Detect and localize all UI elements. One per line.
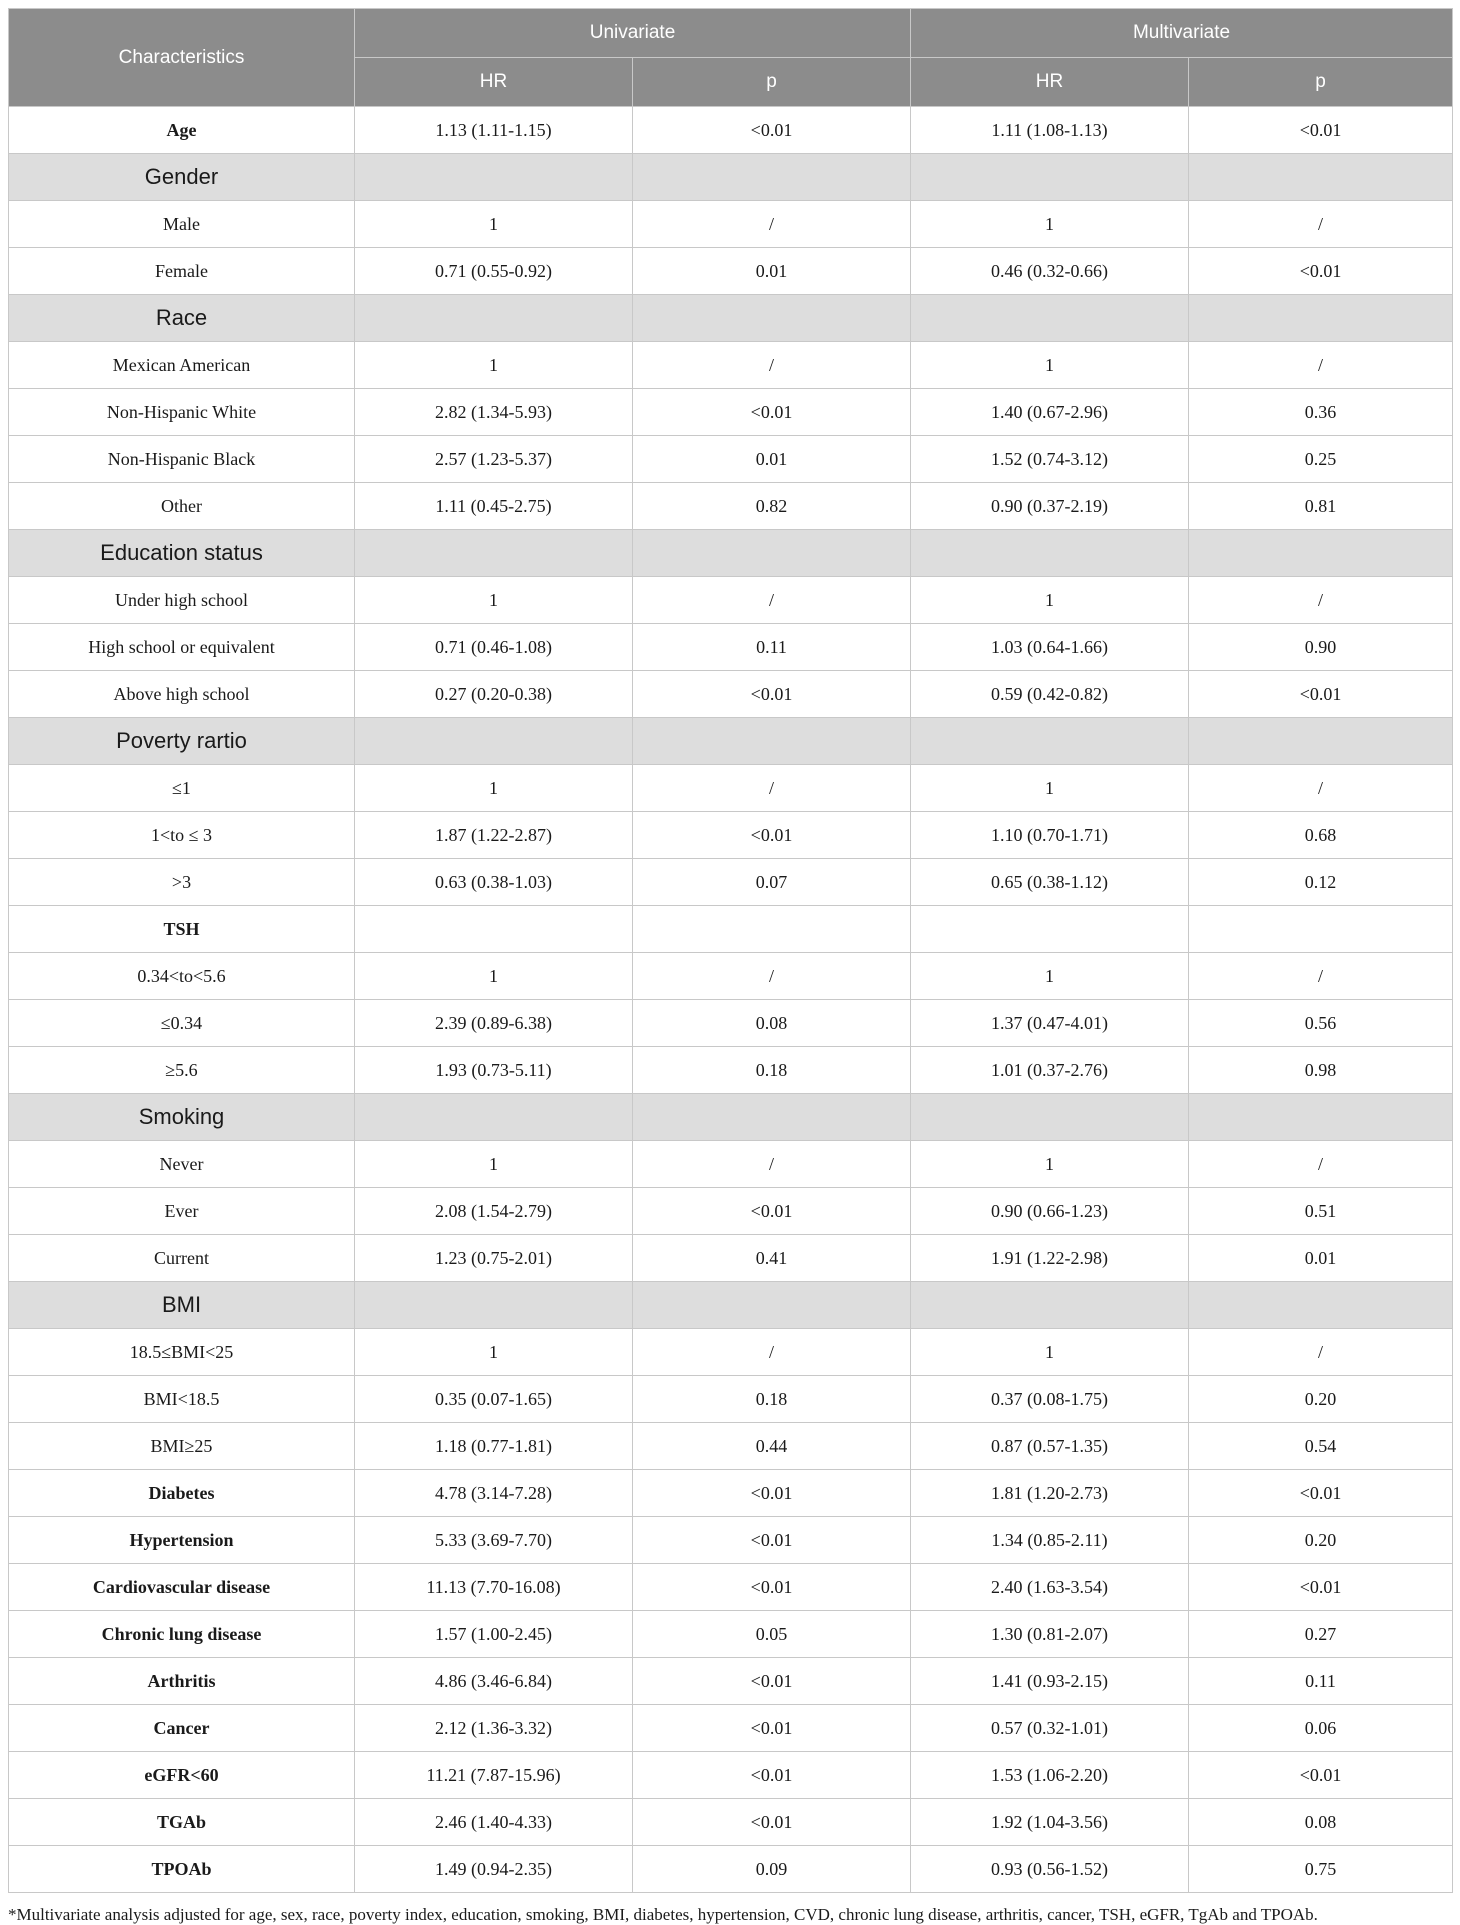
multivariate-p-cell: <0.01	[1189, 107, 1453, 154]
univariate-p-cell: <0.01	[633, 1188, 911, 1235]
multivariate-p-cell: 0.54	[1189, 1423, 1453, 1470]
row-label: eGFR<60	[9, 1752, 355, 1799]
univariate-hr-cell: 0.27 (0.20-0.38)	[355, 671, 633, 718]
row-label: Race	[9, 295, 355, 342]
univariate-p-cell: <0.01	[633, 107, 911, 154]
univariate-p-cell	[633, 1282, 911, 1329]
header-multivariate-hr: HR	[911, 58, 1189, 107]
multivariate-hr-cell: 1	[911, 1141, 1189, 1188]
multivariate-hr-cell: 1.03 (0.64-1.66)	[911, 624, 1189, 671]
multivariate-hr-cell: 2.40 (1.63-3.54)	[911, 1564, 1189, 1611]
univariate-p-cell: <0.01	[633, 812, 911, 859]
univariate-p-cell: 0.11	[633, 624, 911, 671]
univariate-hr-cell	[355, 1282, 633, 1329]
multivariate-hr-cell: 1.11 (1.08-1.13)	[911, 107, 1189, 154]
univariate-hr-cell: 1.11 (0.45-2.75)	[355, 483, 633, 530]
multivariate-p-cell: /	[1189, 765, 1453, 812]
multivariate-p-cell: 0.90	[1189, 624, 1453, 671]
row-label: Hypertension	[9, 1517, 355, 1564]
univariate-hr-cell: 1	[355, 1329, 633, 1376]
header-univariate: Univariate	[355, 9, 911, 58]
multivariate-hr-cell: 0.93 (0.56-1.52)	[911, 1846, 1189, 1893]
table-row	[9, 1329, 1453, 1376]
table-row	[9, 1141, 1453, 1188]
univariate-p-cell: <0.01	[633, 1705, 911, 1752]
univariate-p-cell	[633, 295, 911, 342]
multivariate-p-cell: 0.56	[1189, 1000, 1453, 1047]
univariate-p-cell: 0.18	[633, 1047, 911, 1094]
univariate-hr-cell: 1.93 (0.73-5.11)	[355, 1047, 633, 1094]
table-row	[9, 201, 1453, 248]
univariate-p-cell: <0.01	[633, 1517, 911, 1564]
multivariate-p-cell: <0.01	[1189, 248, 1453, 295]
table-row	[9, 436, 1453, 483]
univariate-p-cell: <0.01	[633, 1658, 911, 1705]
row-label: Ever	[9, 1188, 355, 1235]
multivariate-hr-cell: 1	[911, 765, 1189, 812]
row-label: Non-Hispanic White	[9, 389, 355, 436]
table-row	[9, 671, 1453, 718]
multivariate-p-cell: 0.01	[1189, 1235, 1453, 1282]
univariate-p-cell: 0.09	[633, 1846, 911, 1893]
univariate-p-cell	[633, 718, 911, 765]
section-row	[9, 1282, 1453, 1329]
multivariate-p-cell: 0.08	[1189, 1799, 1453, 1846]
table-footnote: *Multivariate analysis adjusted for age, sex, race, poverty index, education, smoking, BMI, diabetes, hypertension, CVD, chronic lung disease, arthritis, cancer, TSH, eGFR, TgAb and TPOAb.	[8, 1905, 1318, 1924]
row-label: Gender	[9, 154, 355, 201]
univariate-hr-cell: 2.57 (1.23-5.37)	[355, 436, 633, 483]
univariate-hr-cell: 0.63 (0.38-1.03)	[355, 859, 633, 906]
univariate-hr-cell: 0.71 (0.55-0.92)	[355, 248, 633, 295]
univariate-hr-cell: 1	[355, 577, 633, 624]
table-row	[9, 1000, 1453, 1047]
table-header	[9, 9, 1453, 107]
multivariate-hr-cell	[911, 295, 1189, 342]
univariate-hr-cell	[355, 1094, 633, 1141]
section-row	[9, 295, 1453, 342]
univariate-hr-cell: 2.39 (0.89-6.38)	[355, 1000, 633, 1047]
multivariate-p-cell: 0.98	[1189, 1047, 1453, 1094]
multivariate-p-cell: /	[1189, 1141, 1453, 1188]
multivariate-hr-cell: 0.37 (0.08-1.75)	[911, 1376, 1189, 1423]
row-label: Above high school	[9, 671, 355, 718]
row-label: Never	[9, 1141, 355, 1188]
univariate-p-cell: /	[633, 201, 911, 248]
multivariate-p-cell: 0.06	[1189, 1705, 1453, 1752]
row-label: Male	[9, 201, 355, 248]
header-univariate-p: p	[633, 58, 911, 107]
row-label: TPOAb	[9, 1846, 355, 1893]
multivariate-p-cell: 0.20	[1189, 1517, 1453, 1564]
table-row	[9, 342, 1453, 389]
header-multivariate: Multivariate	[911, 9, 1453, 58]
univariate-p-cell	[633, 906, 911, 953]
univariate-hr-cell: 5.33 (3.69-7.70)	[355, 1517, 633, 1564]
multivariate-hr-cell: 1.52 (0.74-3.12)	[911, 436, 1189, 483]
univariate-hr-cell	[355, 906, 633, 953]
row-label: >3	[9, 859, 355, 906]
multivariate-hr-cell: 1.10 (0.70-1.71)	[911, 812, 1189, 859]
univariate-p-cell: 0.82	[633, 483, 911, 530]
table-row	[9, 765, 1453, 812]
multivariate-hr-cell: 1.34 (0.85-2.11)	[911, 1517, 1189, 1564]
section-row	[9, 1094, 1453, 1141]
univariate-hr-cell: 4.78 (3.14-7.28)	[355, 1470, 633, 1517]
multivariate-p-cell: 0.51	[1189, 1188, 1453, 1235]
univariate-hr-cell	[355, 718, 633, 765]
multivariate-hr-cell: 1	[911, 201, 1189, 248]
univariate-p-cell: 0.07	[633, 859, 911, 906]
multivariate-hr-cell: 0.65 (0.38-1.12)	[911, 859, 1189, 906]
table-row	[9, 1705, 1453, 1752]
row-label: BMI≥25	[9, 1423, 355, 1470]
multivariate-hr-cell: 1	[911, 1329, 1189, 1376]
multivariate-hr-cell	[911, 718, 1189, 765]
row-label: Cardiovascular disease	[9, 1564, 355, 1611]
multivariate-hr-cell: 1	[911, 953, 1189, 1000]
table-row	[9, 812, 1453, 859]
univariate-p-cell: <0.01	[633, 1470, 911, 1517]
univariate-p-cell: /	[633, 765, 911, 812]
univariate-p-cell: 0.08	[633, 1000, 911, 1047]
univariate-hr-cell: 2.46 (1.40-4.33)	[355, 1799, 633, 1846]
section-row	[9, 718, 1453, 765]
univariate-p-cell	[633, 1094, 911, 1141]
univariate-hr-cell	[355, 154, 633, 201]
univariate-hr-cell	[355, 530, 633, 577]
univariate-hr-cell: 1.57 (1.00-2.45)	[355, 1611, 633, 1658]
table-row	[9, 1658, 1453, 1705]
univariate-hr-cell: 1.13 (1.11-1.15)	[355, 107, 633, 154]
multivariate-p-cell: 0.11	[1189, 1658, 1453, 1705]
univariate-hr-cell: 1	[355, 201, 633, 248]
table-row	[9, 1188, 1453, 1235]
row-label: Other	[9, 483, 355, 530]
univariate-p-cell: 0.01	[633, 248, 911, 295]
row-label: ≤0.34	[9, 1000, 355, 1047]
univariate-hr-cell: 4.86 (3.46-6.84)	[355, 1658, 633, 1705]
table-row	[9, 389, 1453, 436]
row-label: Non-Hispanic Black	[9, 436, 355, 483]
univariate-p-cell: /	[633, 953, 911, 1000]
multivariate-p-cell: 0.20	[1189, 1376, 1453, 1423]
row-label: 18.5≤BMI<25	[9, 1329, 355, 1376]
multivariate-hr-cell: 0.87 (0.57-1.35)	[911, 1423, 1189, 1470]
multivariate-hr-cell: 1	[911, 342, 1189, 389]
multivariate-hr-cell	[911, 530, 1189, 577]
table-body	[9, 107, 1453, 1893]
multivariate-hr-cell: 1.41 (0.93-2.15)	[911, 1658, 1189, 1705]
row-label: High school or equivalent	[9, 624, 355, 671]
univariate-p-cell: 0.41	[633, 1235, 911, 1282]
multivariate-p-cell	[1189, 1094, 1453, 1141]
multivariate-p-cell: /	[1189, 1329, 1453, 1376]
multivariate-hr-cell: 0.90 (0.66-1.23)	[911, 1188, 1189, 1235]
multivariate-hr-cell: 1.53 (1.06-2.20)	[911, 1752, 1189, 1799]
row-label: Female	[9, 248, 355, 295]
table-row	[9, 1611, 1453, 1658]
multivariate-p-cell: 0.81	[1189, 483, 1453, 530]
univariate-hr-cell: 11.13 (7.70-16.08)	[355, 1564, 633, 1611]
table-row	[9, 1423, 1453, 1470]
multivariate-hr-cell: 0.57 (0.32-1.01)	[911, 1705, 1189, 1752]
table-row	[9, 859, 1453, 906]
multivariate-hr-cell: 1.91 (1.22-2.98)	[911, 1235, 1189, 1282]
multivariate-p-cell: 0.68	[1189, 812, 1453, 859]
table-row	[9, 1517, 1453, 1564]
multivariate-p-cell: 0.12	[1189, 859, 1453, 906]
row-label: Smoking	[9, 1094, 355, 1141]
row-label: Mexican American	[9, 342, 355, 389]
row-label: Age	[9, 107, 355, 154]
univariate-p-cell: /	[633, 577, 911, 624]
row-label: ≤1	[9, 765, 355, 812]
univariate-hr-cell: 2.12 (1.36-3.32)	[355, 1705, 633, 1752]
univariate-hr-cell: 0.71 (0.46-1.08)	[355, 624, 633, 671]
table-row	[9, 624, 1453, 671]
multivariate-p-cell: /	[1189, 342, 1453, 389]
univariate-p-cell: /	[633, 1329, 911, 1376]
univariate-p-cell: 0.18	[633, 1376, 911, 1423]
row-label: TSH	[9, 906, 355, 953]
multivariate-p-cell	[1189, 295, 1453, 342]
header-multivariate-p: p	[1189, 58, 1453, 107]
row-label: BMI<18.5	[9, 1376, 355, 1423]
multivariate-p-cell	[1189, 906, 1453, 953]
row-label: Education status	[9, 530, 355, 577]
multivariate-hr-cell: 1.01 (0.37-2.76)	[911, 1047, 1189, 1094]
row-label: Cancer	[9, 1705, 355, 1752]
multivariate-p-cell	[1189, 1282, 1453, 1329]
univariate-hr-cell: 1.23 (0.75-2.01)	[355, 1235, 633, 1282]
univariate-p-cell: 0.05	[633, 1611, 911, 1658]
univariate-p-cell: <0.01	[633, 1564, 911, 1611]
univariate-p-cell: <0.01	[633, 671, 911, 718]
multivariate-hr-cell: 1.40 (0.67-2.96)	[911, 389, 1189, 436]
table-row	[9, 906, 1453, 953]
row-label: Arthritis	[9, 1658, 355, 1705]
multivariate-hr-cell: 0.59 (0.42-0.82)	[911, 671, 1189, 718]
header-characteristics: Characteristics	[9, 9, 355, 107]
section-row	[9, 530, 1453, 577]
multivariate-p-cell: /	[1189, 953, 1453, 1000]
univariate-hr-cell: 2.08 (1.54-2.79)	[355, 1188, 633, 1235]
multivariate-p-cell	[1189, 530, 1453, 577]
multivariate-hr-cell: 0.46 (0.32-0.66)	[911, 248, 1189, 295]
multivariate-p-cell: 0.25	[1189, 436, 1453, 483]
univariate-p-cell	[633, 154, 911, 201]
table-row	[9, 483, 1453, 530]
table-row	[9, 1752, 1453, 1799]
hazard-ratio-table	[8, 8, 1453, 1893]
table-row	[9, 1564, 1453, 1611]
multivariate-hr-cell	[911, 906, 1189, 953]
table-row	[9, 953, 1453, 1000]
row-label: TGAb	[9, 1799, 355, 1846]
multivariate-p-cell: /	[1189, 201, 1453, 248]
univariate-p-cell: <0.01	[633, 1799, 911, 1846]
multivariate-hr-cell: 1.37 (0.47-4.01)	[911, 1000, 1189, 1047]
section-row	[9, 154, 1453, 201]
table-row	[9, 1799, 1453, 1846]
multivariate-hr-cell: 1.81 (1.20-2.73)	[911, 1470, 1189, 1517]
multivariate-p-cell: 0.75	[1189, 1846, 1453, 1893]
multivariate-p-cell	[1189, 718, 1453, 765]
univariate-p-cell: /	[633, 1141, 911, 1188]
univariate-hr-cell: 1	[355, 953, 633, 1000]
table-row	[9, 1470, 1453, 1517]
univariate-hr-cell: 2.82 (1.34-5.93)	[355, 389, 633, 436]
row-label: Poverty rartio	[9, 718, 355, 765]
univariate-p-cell: <0.01	[633, 1752, 911, 1799]
univariate-hr-cell: 1.87 (1.22-2.87)	[355, 812, 633, 859]
table-row	[9, 577, 1453, 624]
univariate-p-cell	[633, 530, 911, 577]
multivariate-hr-cell: 1.30 (0.81-2.07)	[911, 1611, 1189, 1658]
multivariate-p-cell: <0.01	[1189, 1470, 1453, 1517]
univariate-hr-cell: 1.49 (0.94-2.35)	[355, 1846, 633, 1893]
univariate-hr-cell: 1.18 (0.77-1.81)	[355, 1423, 633, 1470]
table-row	[9, 1235, 1453, 1282]
row-label: Under high school	[9, 577, 355, 624]
multivariate-p-cell	[1189, 154, 1453, 201]
univariate-hr-cell: 1	[355, 342, 633, 389]
univariate-p-cell: 0.01	[633, 436, 911, 483]
table-row	[9, 107, 1453, 154]
univariate-hr-cell	[355, 295, 633, 342]
univariate-p-cell: <0.01	[633, 389, 911, 436]
table-row	[9, 1846, 1453, 1893]
multivariate-hr-cell: 1	[911, 577, 1189, 624]
univariate-p-cell: /	[633, 342, 911, 389]
multivariate-p-cell: 0.36	[1189, 389, 1453, 436]
multivariate-hr-cell: 1.92 (1.04-3.56)	[911, 1799, 1189, 1846]
univariate-hr-cell: 1	[355, 765, 633, 812]
row-label: 0.34<to<5.6	[9, 953, 355, 1000]
multivariate-p-cell: <0.01	[1189, 1752, 1453, 1799]
row-label: 1<to ≤ 3	[9, 812, 355, 859]
table-row	[9, 248, 1453, 295]
row-label: Current	[9, 1235, 355, 1282]
table-container	[8, 8, 1452, 1925]
row-label: Chronic lung disease	[9, 1611, 355, 1658]
multivariate-hr-cell	[911, 1282, 1189, 1329]
table-row	[9, 1376, 1453, 1423]
row-label: Diabetes	[9, 1470, 355, 1517]
multivariate-hr-cell	[911, 1094, 1189, 1141]
table-row	[9, 1047, 1453, 1094]
univariate-hr-cell: 1	[355, 1141, 633, 1188]
univariate-hr-cell: 11.21 (7.87-15.96)	[355, 1752, 633, 1799]
multivariate-hr-cell: 0.90 (0.37-2.19)	[911, 483, 1189, 530]
univariate-p-cell: 0.44	[633, 1423, 911, 1470]
multivariate-p-cell: 0.27	[1189, 1611, 1453, 1658]
univariate-hr-cell: 0.35 (0.07-1.65)	[355, 1376, 633, 1423]
multivariate-p-cell: /	[1189, 577, 1453, 624]
multivariate-p-cell: <0.01	[1189, 1564, 1453, 1611]
row-label: ≥5.6	[9, 1047, 355, 1094]
multivariate-p-cell: <0.01	[1189, 671, 1453, 718]
header-univariate-hr: HR	[355, 58, 633, 107]
row-label: BMI	[9, 1282, 355, 1329]
multivariate-hr-cell	[911, 154, 1189, 201]
